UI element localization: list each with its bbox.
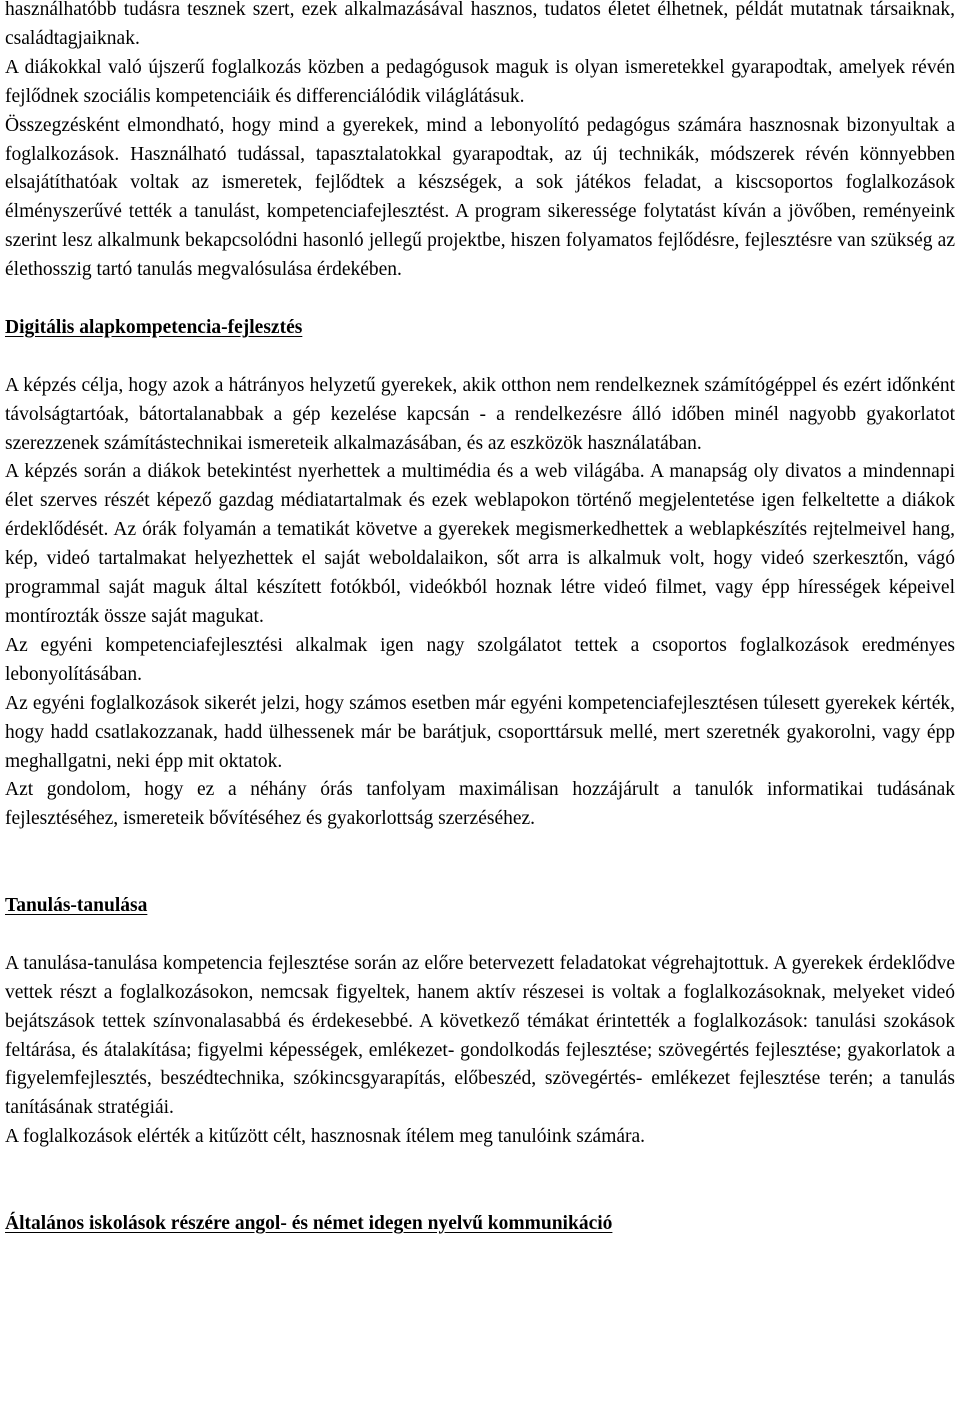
spacer <box>5 285 955 314</box>
spacer <box>5 1152 955 1210</box>
document-page <box>5 0 955 1239</box>
heading-language-communication: Általános iskolások részére angol- és német idegen nyelvű kommunikáció <box>5 1212 613 1234</box>
paragraph-summary: Összegzésként elmondható, hogy mind a gyerekek, mind a lebonyolító pedagógus számára hasznosnak bizonyultak a foglalkozások. Használható tudással, tapasztalatokkal gyarapodtak, az új technikák, módszerek révén könnyebben elsajátíthatóak voltak az ismeretek, fejlődtek a készségek, a sok játékos feladat, a kiscsoportos foglalkozások élményszerűvé tették a tanulást, kompetenciafejlesztést. A program sikeressége folytatást kíván a jövőben, reményeink szerint lesz alkalmunk bekapcsolódni hasonló jellegű projektbe, hiszen folyamatos fejlődésre, fejlesztésre van szükség az élethosszig tartó tanulás megvalósulása érdekében. <box>5 114 955 281</box>
paragraph-multimedia: A képzés során a diákok betekintést nyerhettek a multimédia és a web világába. A manapság oly divatos a mindennapi élet szerves részét képező gazdag médiatartalmak és ezek weblapokon történő megjelentetése igen felkeltette a diákok érdeklődését. Az órák folyamán a tematikát követve a gyerekek megismerkedhettek a weblapkészítés rejtelmeivel hang, kép, videó tartalmakat helyezhettek el saját weboldalaikon, sőt arra is alkalmuk volt, hogy videó szerkesztőn, vágó programmal saját maguk által készített fotókból, videókból hoznak létre videó filmet, vagy épp hírességek képeivel montírozták össze saját magukat. <box>5 461 955 627</box>
paragraph-teachers-gain: A diákokkal való újszerű foglalkozás közben a pedagógusok maguk is olyan ismeretekkel gyarapodtak, amelyek révén fejlődnek szociális kompetenciáik és differenciálódik világlátásuk. <box>5 56 955 107</box>
paragraph-individual-sessions: Az egyéni kompetenciafejlesztési alkalmak igen nagy szolgálatot tettek a csoportos foglalkozások eredményes lebonyolításában. <box>5 634 955 685</box>
paragraph-learning-result: A foglalkozások elérték a kitűzött célt, hasznosnak ítélem meg tanulóink számára. <box>5 1126 646 1148</box>
paragraph-individual-success: Az egyéni foglalkozások sikerét jelzi, hogy számos esetben már egyéni kompetenciafejlesztésen túlesett gyerekek kérték, hogy hadd csatlakozzanak, hadd ülhessenek már be barátjuk, csoporttársuk mellé, mert szeretnék gyakorolni, vagy épp meghallgatni, neki épp mit oktatok. <box>5 692 955 772</box>
paragraph-intro-continuation: használhatóbb tudásra tesznek szert, ezek alkalmazásával hasznos, tudatos életet élhetnek, példát mutatnak társaiknak, családtagjaiknak. <box>5 0 955 49</box>
paragraph-conclusion: Azt gondolom, hogy ez a néhány órás tanfolyam maximálisan hozzájárult a tanulók informatikai tudásának fejlesztéséhez, ismereteik bővítéséhez és gyakorlottság szerzéséhez. <box>5 779 955 830</box>
paragraph-learning-competence: A tanulása-tanulása kompetencia fejlesztése során az előre betervezett feladatokat végrehajtottuk. A gyerekek érdeklődve vettek részt a foglalkozásokon, nemcsak figyeltek, hanem aktív részesei is voltak a foglalkozásoknak, melyeket videó bejátszások tettek színvonalasabbá és érdekesebbé. A következő témákat érintették a foglalkozások: tanulási szokások feltárása, és átalakítása; figyelmi képességek, emlékezet- gondolkodás fejlesztése; szövegértés fejlesztése; gyakorlatok a figyelemfejlesztés, beszédtechnika, szókincsgyarapítás, előbeszéd, szövegértés- emlékezet fejlesztése terén; a tanulás tanításának stratégiái. <box>5 952 955 1119</box>
heading-learning-to-learn: Tanulás-tanulása <box>5 895 148 917</box>
spacer <box>5 343 955 372</box>
spacer <box>5 921 955 950</box>
paragraph-training-goal: A képzés célja, hogy azok a hátrányos helyzetű gyerekek, akik otthon nem rendelkeznek számítógéppel és ezért időnként távolságtartóak, bátortalanabbak a gép kezelése kapcsán - a rendelkezésre álló időben minél nagyobb gyakorlatot szerezzenek számítástechnikai ismereteik alkalmazásában, és az eszközök használatában. <box>5 374 955 454</box>
spacer <box>5 834 955 892</box>
heading-digital-competence: Digitális alapkompetencia-fejlesztés <box>5 316 303 338</box>
